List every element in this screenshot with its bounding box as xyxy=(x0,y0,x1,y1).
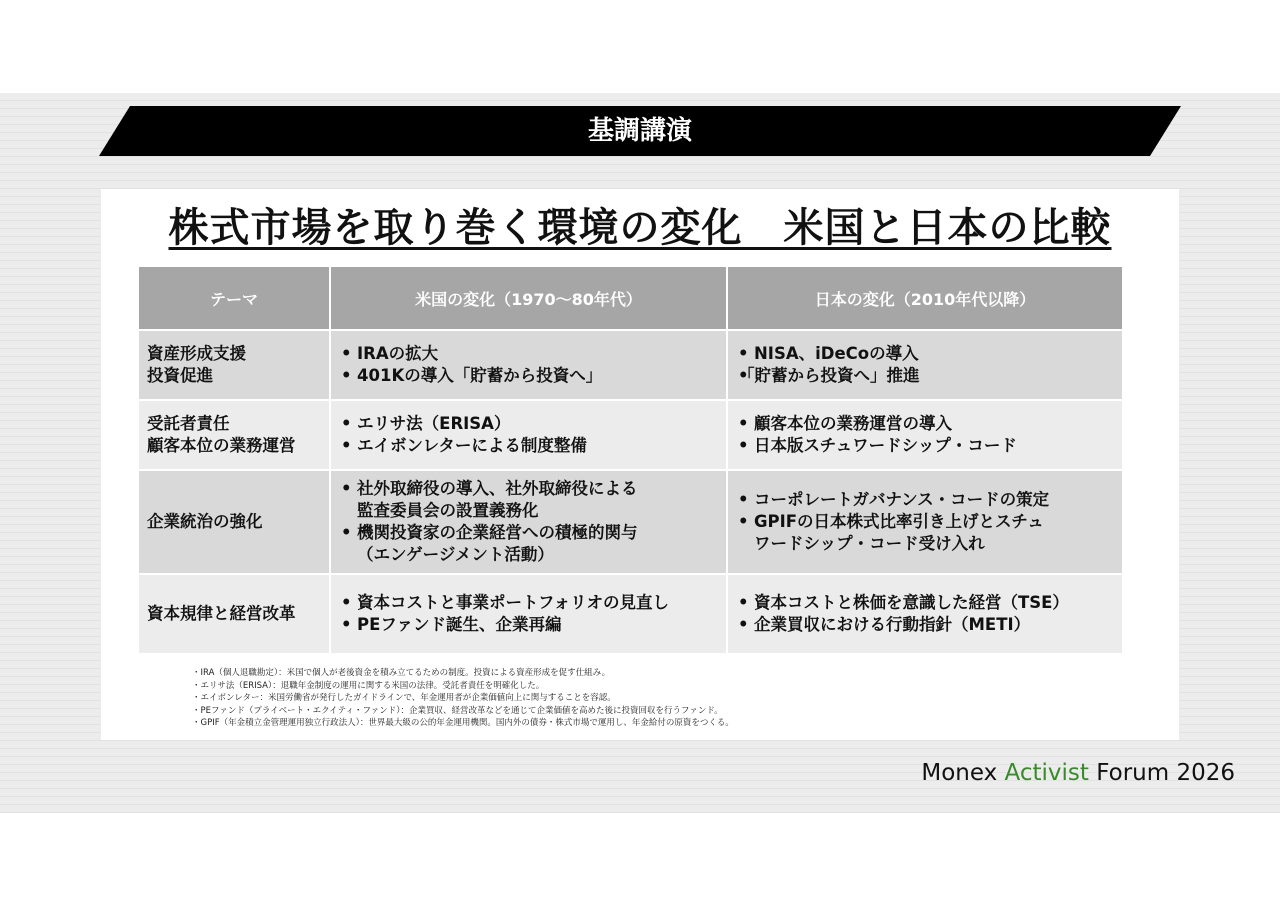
bullet-item: • 日本版スチュワードシップ・コード xyxy=(736,435,1114,457)
brand-text: Forum 2026 xyxy=(1088,760,1235,786)
section-banner xyxy=(0,106,1280,156)
bullet-item: • 資本コストと株価を意識した経営（TSE） xyxy=(736,592,1114,614)
bullet-line: ワードシップ・コード受け入れ xyxy=(754,534,985,553)
comparison-table xyxy=(137,265,1124,655)
bullet-item: • IRAの拡大 xyxy=(339,343,718,365)
bullet-item: • 顧客本位の業務運営の導入 xyxy=(736,413,1114,435)
theme-cell xyxy=(138,470,330,574)
bullet-item: • 401Kの導入「貯蓄から投資へ」 xyxy=(339,365,718,387)
table-row xyxy=(138,574,1123,654)
jp-cell xyxy=(727,330,1123,400)
footnote: ・エリサ法（ERISA）：退職年金制度の運用に関する米国の法律。受託者責任を明確化した。 xyxy=(192,680,545,691)
us-cell xyxy=(330,470,727,574)
us-cell xyxy=(330,574,727,654)
bullet-line: • 社外取締役の導入、社外取締役による xyxy=(357,479,638,498)
us-cell xyxy=(330,330,727,400)
brand-text: Monex xyxy=(921,760,1005,786)
footnotes xyxy=(192,667,1092,730)
us-cell xyxy=(330,400,727,470)
bullet-item xyxy=(736,511,1114,555)
bullet-line: • GPIFの日本株式比率引き上げとスチュ xyxy=(754,512,1044,531)
header-theme: テーマ xyxy=(138,266,330,330)
bullet-item: • NISA、iDeCoの導入 xyxy=(736,343,1114,365)
bullet-item: • エイボンレターによる制度整備 xyxy=(339,435,718,457)
bullet-line: （エンゲージメント活動） xyxy=(357,545,554,564)
footnote: ・GPIF（年金積立金管理運用独立行政法人）：世界最大級の公的年金運用機関。国内外の債券・株式市場で運用し、年金給付の原資をつくる。 xyxy=(192,718,734,728)
bullet-line: • 機関投資家の企業経営への積極的関与 xyxy=(357,523,638,542)
footnote: ・IRA（個人退職勘定）：米国で個人が老後資金を積み立てるための制度。投資による資産形成を促す仕組み。 xyxy=(192,668,611,678)
footnote: ・エイボンレター：米国労働省が発行したガイドラインで、年金運用者が企業価値向上に関与することを容認。 xyxy=(192,693,616,703)
table-header-row xyxy=(138,266,1123,330)
theme-line: 受託者責任 xyxy=(147,414,230,433)
theme-line: 投資促進 xyxy=(147,366,213,385)
theme-line: 顧客本位の業務運営 xyxy=(147,436,296,455)
theme-cell xyxy=(138,330,330,400)
bullet-item: • 資本コストと事業ポートフォリオの見直し xyxy=(339,592,718,614)
bullet-item: • 企業買収における行動指針（METI） xyxy=(736,614,1114,636)
header-jp: 日本の変化（2010年代以降） xyxy=(727,266,1123,330)
footnote: ・PEファンド（プライベート・エクイティ・ファンド）：企業買収、経営改革などを通じて企業価値を高めた後に投資回収を行うファンド。 xyxy=(192,705,723,716)
brand-accent: Activist xyxy=(1004,760,1089,786)
banner-title: 基調講演 xyxy=(587,116,692,146)
theme-line: 資本規律と経営改革 xyxy=(147,604,296,623)
bullet-line: 監査委員会の設置義務化 xyxy=(357,501,539,520)
jp-cell xyxy=(727,470,1123,574)
bullet-item xyxy=(339,478,718,522)
page-title: 株式市場を取り巻く環境の変化 米国と日本の比較 xyxy=(168,205,1112,251)
bullet-item: • エリサ法（ERISA） xyxy=(339,413,718,435)
theme-line: 企業統治の強化 xyxy=(147,512,263,531)
brand-logo xyxy=(921,760,1235,786)
header-us: 米国の変化（1970～80年代） xyxy=(330,266,727,330)
theme-line: 資産形成支援 xyxy=(147,344,246,363)
bullet-item: • PEファンド誕生、企業再編 xyxy=(339,614,718,636)
jp-cell xyxy=(727,574,1123,654)
theme-cell xyxy=(138,574,330,654)
bullet-continuation: • 「貯蓄から投資へ」推進 xyxy=(736,365,1114,387)
table-row xyxy=(138,400,1123,470)
bullet-item xyxy=(339,522,718,566)
table-row xyxy=(138,470,1123,574)
theme-cell xyxy=(138,400,330,470)
table-row xyxy=(138,330,1123,400)
bullet-item: • コーポレートガバナンス・コードの策定 xyxy=(736,489,1114,511)
jp-cell xyxy=(727,400,1123,470)
